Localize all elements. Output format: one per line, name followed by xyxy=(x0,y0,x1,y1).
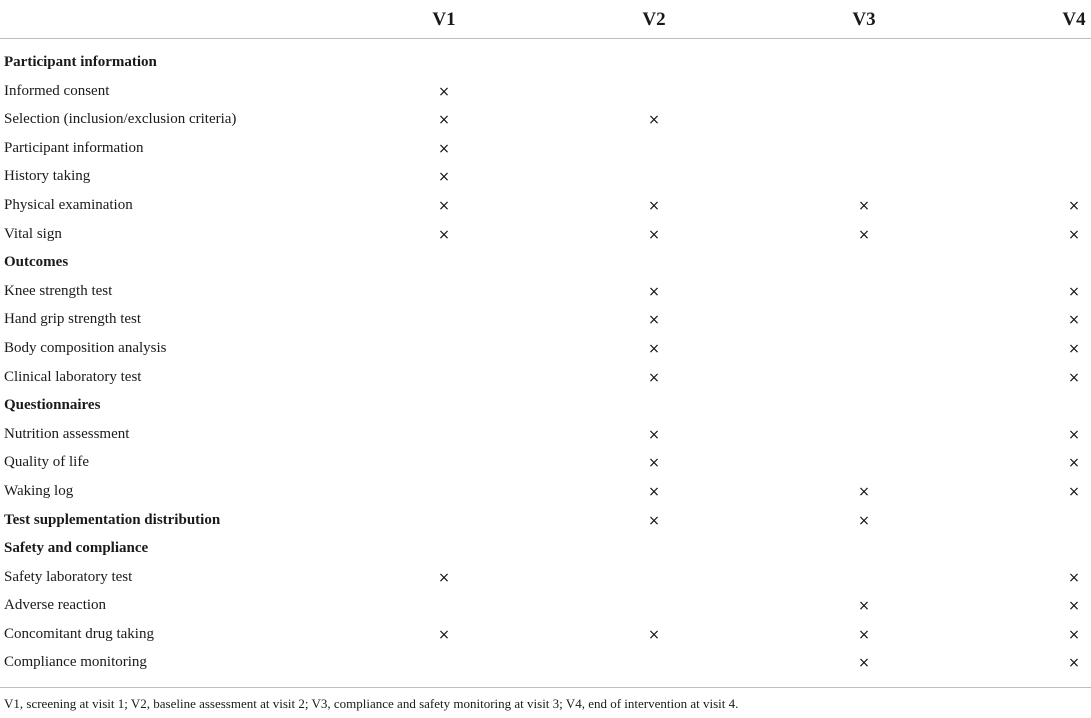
row-label: Participant information xyxy=(4,139,144,156)
section-label: Questionnaires xyxy=(4,397,101,414)
check-mark-v1: × xyxy=(438,169,450,186)
check-mark-v4: × xyxy=(1068,197,1080,214)
table-row xyxy=(0,220,1091,249)
check-mark-v2: × xyxy=(648,483,660,500)
table-row xyxy=(0,448,1091,477)
table-footnote: V1, screening at visit 1; V2, baseline assessment at visit 2; V3, compliance and safety monitoring at visit 3; V4, end of intervention at visit 4. xyxy=(4,696,739,711)
table-row xyxy=(0,77,1091,106)
check-mark-v2: × xyxy=(648,312,660,329)
check-mark-v3: × xyxy=(858,512,870,529)
row-label: Selection (inclusion/exclusion criteria) xyxy=(4,111,237,128)
table-row xyxy=(0,134,1091,163)
check-mark-v3: × xyxy=(858,655,870,672)
section-header-row xyxy=(0,248,1091,277)
row-label: Clinical laboratory test xyxy=(4,368,142,385)
check-mark-v2: × xyxy=(648,283,660,300)
table-row xyxy=(0,620,1091,649)
check-mark-v3: × xyxy=(858,626,870,643)
row-label: Nutrition assessment xyxy=(4,425,130,442)
section-label: Safety and compliance xyxy=(4,540,149,557)
table-row xyxy=(0,277,1091,306)
check-mark-v4: × xyxy=(1068,598,1080,615)
section-label: Outcomes xyxy=(4,254,69,271)
row-label: Physical examination xyxy=(4,196,133,213)
check-mark-v1: × xyxy=(438,626,450,643)
check-mark-v3: × xyxy=(858,483,870,500)
check-mark-v4: × xyxy=(1068,312,1080,329)
check-mark-v2: × xyxy=(648,369,660,386)
table-row xyxy=(0,162,1091,191)
row-label: Body composition analysis xyxy=(4,339,167,356)
check-mark-v4: × xyxy=(1068,226,1080,243)
section-header-row xyxy=(0,48,1091,77)
section-header-row xyxy=(0,391,1091,420)
check-mark-v2: × xyxy=(648,512,660,529)
check-mark-v4: × xyxy=(1068,569,1080,586)
row-label: Informed consent xyxy=(4,82,110,99)
check-mark-v4: × xyxy=(1068,455,1080,472)
check-mark-v2: × xyxy=(648,112,660,129)
table-row xyxy=(0,563,1091,592)
check-mark-v3: × xyxy=(858,197,870,214)
check-mark-v2: × xyxy=(648,455,660,472)
check-mark-v4: × xyxy=(1068,426,1080,443)
check-mark-v1: × xyxy=(438,197,450,214)
check-mark-v1: × xyxy=(438,140,450,157)
check-mark-v3: × xyxy=(858,598,870,615)
check-mark-v2: × xyxy=(648,626,660,643)
check-mark-v2: × xyxy=(648,340,660,357)
check-mark-v4: × xyxy=(1068,369,1080,386)
row-label: Knee strength test xyxy=(4,282,113,299)
column-header-v4: V4 xyxy=(1062,9,1086,30)
table-row xyxy=(0,477,1091,506)
section-label: Participant information xyxy=(4,54,157,70)
check-mark-v2: × xyxy=(648,226,660,243)
row-label: Concomitant drug taking xyxy=(4,625,154,642)
table-body xyxy=(0,48,1091,677)
check-mark-v4: × xyxy=(1068,483,1080,500)
check-mark-v4: × xyxy=(1068,655,1080,672)
table-row xyxy=(0,420,1091,449)
row-label: Quality of life xyxy=(4,454,89,471)
check-mark-v4: × xyxy=(1068,626,1080,643)
table-row xyxy=(0,305,1091,334)
table-row xyxy=(0,648,1091,677)
check-mark-v3: × xyxy=(858,226,870,243)
section-header-row xyxy=(0,506,1091,535)
check-mark-v1: × xyxy=(438,83,450,100)
table-row xyxy=(0,334,1091,363)
column-header-v2: V2 xyxy=(642,9,666,30)
table-row xyxy=(0,105,1091,134)
row-label: Vital sign xyxy=(4,225,62,242)
table-row xyxy=(0,363,1091,392)
row-label: Safety laboratory test xyxy=(4,568,133,585)
section-header-row xyxy=(0,534,1091,563)
table-row xyxy=(0,191,1091,220)
table-header-row xyxy=(0,0,1091,39)
check-mark-v1: × xyxy=(438,226,450,243)
check-mark-v2: × xyxy=(648,197,660,214)
check-mark-v1: × xyxy=(438,569,450,586)
section-label: Test supplementation distribution xyxy=(4,511,221,528)
check-mark-v2: × xyxy=(648,426,660,443)
row-label: Hand grip strength test xyxy=(4,311,142,328)
column-header-v3: V3 xyxy=(852,9,876,30)
row-label: Waking log xyxy=(4,482,74,499)
row-label: Adverse reaction xyxy=(4,597,107,614)
table-row xyxy=(0,591,1091,620)
row-label: Compliance monitoring xyxy=(4,654,147,671)
check-mark-v4: × xyxy=(1068,340,1080,357)
schedule-table xyxy=(0,0,1091,39)
row-label: History taking xyxy=(4,168,91,185)
column-header-v1: V1 xyxy=(432,9,456,30)
table-bottom-rule xyxy=(0,687,1091,688)
check-mark-v4: × xyxy=(1068,283,1080,300)
check-mark-v1: × xyxy=(438,112,450,129)
